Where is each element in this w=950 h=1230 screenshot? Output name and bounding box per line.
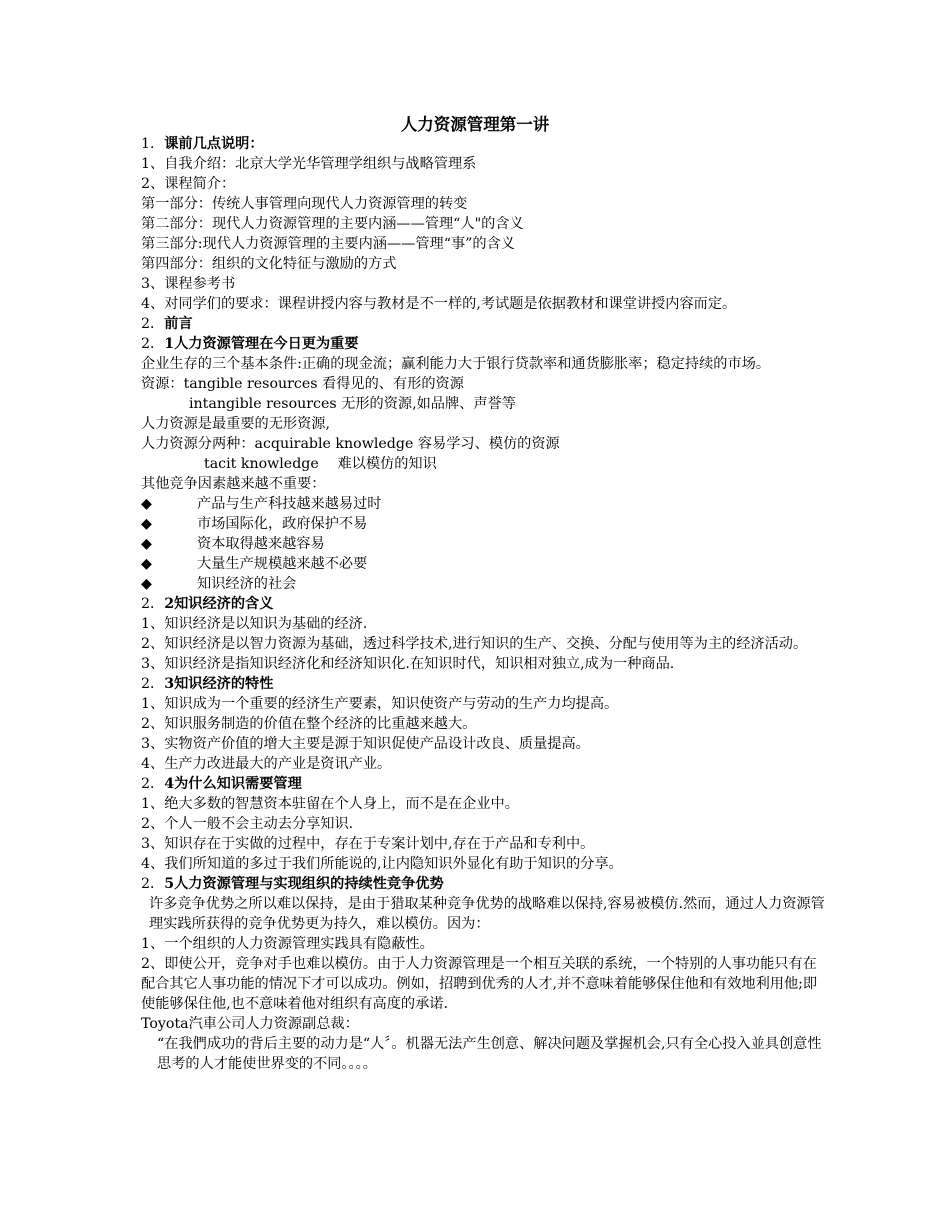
bullet-text: 知识经济的社会 bbox=[197, 576, 297, 592]
section-heading bbox=[141, 674, 831, 694]
bullet-item bbox=[141, 534, 831, 554]
document-body bbox=[141, 134, 831, 1074]
heading-number: 2． bbox=[141, 876, 165, 892]
diamond-bullet-icon: ◆ bbox=[141, 556, 152, 572]
heading-text: 1人力资源管理在今日更为重要 bbox=[164, 336, 359, 352]
heading-text: 3知识经济的特性 bbox=[164, 676, 274, 692]
text-line: 第四部分：组织的文化特征与激励的方式 bbox=[141, 256, 397, 272]
text-line: 第二部分：现代人力资源管理的主要内涵——管理“人"的含义 bbox=[141, 216, 524, 232]
bullet-item bbox=[141, 514, 831, 534]
text-line: 4、我们所知道的多过于我们所能说的,让内隐知识外显化有助于知识的分享。 bbox=[141, 856, 623, 872]
text-line: 资源：tangible resources 看得见的、有形的资源 bbox=[141, 376, 464, 392]
section-heading bbox=[141, 134, 831, 154]
bullet-item bbox=[141, 494, 831, 514]
text-line: Toyota汽車公司人力资源副总裁： bbox=[141, 1016, 359, 1032]
heading-number: 2． bbox=[141, 336, 165, 352]
text-line: 1、知识经济是以知识为基础的经济. bbox=[141, 616, 368, 632]
text-line: 3、课程参考书 bbox=[141, 276, 236, 292]
indented-line: intangible resources 无形的资源,如品牌、声誉等 bbox=[189, 396, 516, 412]
paragraph: 2、即使公开，竞争对手也难以模仿。由于人力资源管理是一个相互关联的系统，一个特别的人事功能只有在配合其它人事功能的情况下才可以成功。例如，招聘到优秀的人才,并不意味着能够保住他和有效地利用他;即使能够保住他,也不意味着他对组织有高度的承诺. bbox=[141, 956, 818, 1012]
text-line: 2、知识服务制造的价值在整个经济的比重越来越大。 bbox=[141, 716, 477, 732]
text-line: 其他竞争因素越来越不重要： bbox=[141, 476, 326, 492]
text-line: 3、知识经济是指知识经济化和经济知识化.在知识时代，知识相对独立,成为一种商品. bbox=[141, 656, 675, 672]
heading-text: 2知识经济的含义 bbox=[164, 596, 274, 612]
diamond-bullet-icon: ◆ bbox=[141, 496, 152, 512]
diamond-bullet-icon: ◆ bbox=[141, 516, 152, 532]
text-line: 1、自我介绍：北京大学光华管理学组织与战略管理系 bbox=[141, 156, 477, 172]
text-line: 2、个人一般不会主动去分享知识. bbox=[141, 816, 354, 832]
text-line: 第三部分:现代人力资源管理的主要内涵——管理“事”的含义 bbox=[141, 236, 515, 252]
heading-number: 1． bbox=[141, 136, 165, 152]
bullet-text: 大量生产规模越来越不必要 bbox=[197, 556, 368, 572]
heading-number: 2． bbox=[141, 316, 165, 332]
heading-number: 2． bbox=[141, 776, 165, 792]
text-line: 第一部分：传统人事管理向现代人力资源管理的转变 bbox=[141, 196, 468, 212]
text-line: 人力资源是最重要的无形资源, bbox=[141, 416, 330, 432]
section-heading bbox=[141, 874, 831, 894]
text-line: 人力资源分两种：acquirable knowledge 容易学习、模仿的资源 bbox=[141, 436, 560, 452]
quote-paragraph: “在我們成功的背后主要的动力是“人〞。机器无法产生创意、解决问题及掌握机会,只有全心投入並具创意性思考的人才能使世界变的不同。。。。 bbox=[157, 1036, 822, 1072]
heading-number: 2． bbox=[141, 596, 165, 612]
text-line: 1、知识成为一个重要的经济生产要素，知识使资产与劳动的生产力均提高。 bbox=[141, 696, 619, 712]
bullet-text: 资本取得越来越容易 bbox=[197, 536, 325, 552]
heading-text: 前言 bbox=[164, 316, 193, 332]
bullet-text: 市场国际化，政府保护不易 bbox=[197, 516, 368, 532]
indented-paragraph: 许多竞争优势之所以难以保持，是由于猎取某种竞争优势的战略难以保持,容易被模仿.然而，通过人力资源管理实践所获得的竞争优势更为持久，难以模仿。因为： bbox=[149, 896, 825, 932]
bullet-item bbox=[141, 574, 831, 594]
heading-number: 2． bbox=[141, 676, 165, 692]
heading-text: 课前几点说明： bbox=[164, 136, 264, 152]
bullet-item bbox=[141, 554, 831, 574]
paragraph: 企业生存的三个基本条件:正确的现金流；赢利能力大于银行贷款率和通货膨胀率；稳定持续的市场。 bbox=[141, 356, 771, 372]
text-line: 1、绝大多数的智慧资本驻留在个人身上，而不是在企业中。 bbox=[141, 796, 519, 812]
indented-line: tacit knowledge 难以模仿的知识 bbox=[204, 456, 437, 472]
heading-text: 4为什么知识需要管理 bbox=[164, 776, 302, 792]
text-line: 3、实物资产价值的增大主要是源于知识促使产品设计改良、质量提高。 bbox=[141, 736, 590, 752]
heading-text: 5人力资源管理与实现组织的持续性竞争优势 bbox=[164, 876, 444, 892]
section-heading bbox=[141, 334, 831, 354]
bullet-text: 产品与生产科技越来越易过时 bbox=[197, 496, 382, 512]
text-line: 4、生产力改进最大的产业是资讯产业。 bbox=[141, 756, 392, 772]
document-title: 人力资源管理第一讲 bbox=[400, 115, 550, 134]
diamond-bullet-icon: ◆ bbox=[141, 576, 152, 592]
text-line: 1、一个组织的人力资源管理实践具有隐蔽性。 bbox=[141, 936, 434, 952]
paragraph: 2、知识经济是以智力资源为基础，透过科学技术,进行知识的生产、交换、分配与使用等为主的经济活动。 bbox=[141, 636, 808, 652]
diamond-bullet-icon: ◆ bbox=[141, 536, 152, 552]
text-line: 3、知识存在于实做的过程中，存在于专案计划中,存在于产品和专利中。 bbox=[141, 836, 595, 852]
section-heading bbox=[141, 774, 831, 794]
text-line: 2、课程简介： bbox=[141, 176, 236, 192]
text-line: 4、对同学们的要求：课程讲授内容与教材是不一样的,考试题是依据教材和课堂讲授内容而定。 bbox=[141, 296, 737, 312]
section-heading bbox=[141, 314, 831, 334]
section-heading bbox=[141, 594, 831, 614]
